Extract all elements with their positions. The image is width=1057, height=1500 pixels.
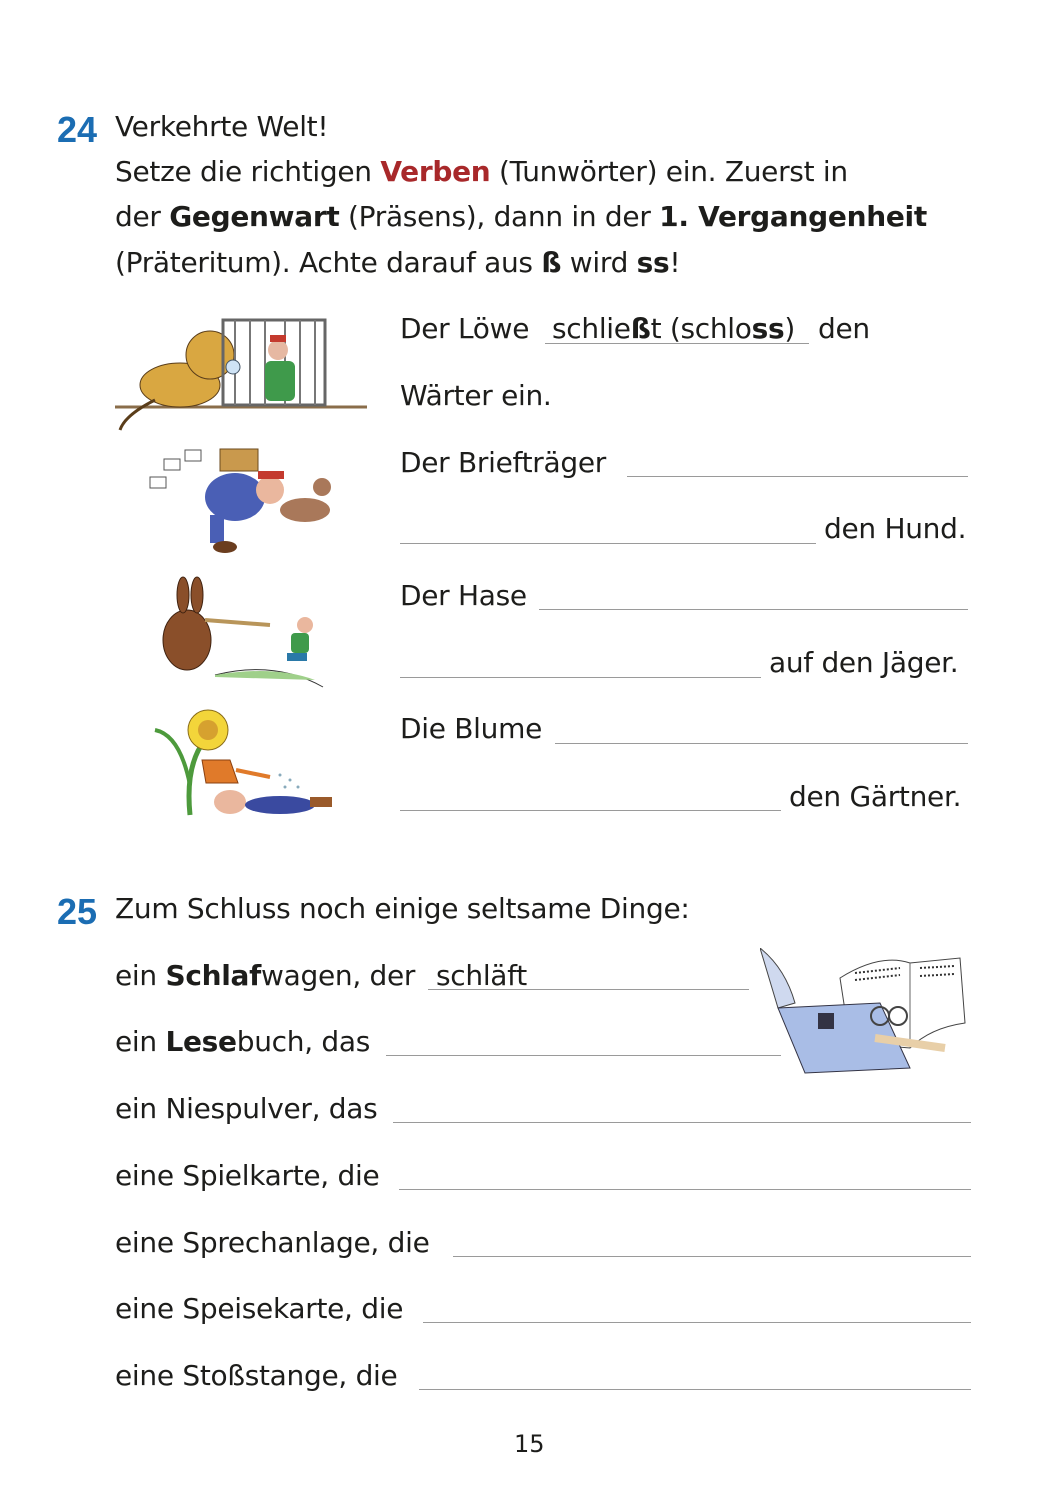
text: ! <box>669 246 681 279</box>
bold-vergangenheit: 1. Vergangenheit <box>659 200 927 233</box>
sentence1-answer <box>552 312 795 346</box>
task24-instruction-line1 <box>115 155 848 189</box>
sentence4-prefix: Die Blume <box>400 712 543 745</box>
answer-line-4b[interactable] <box>400 810 781 811</box>
task-number-24: 24 <box>57 109 98 150</box>
text: ein <box>115 1025 166 1058</box>
text: (Präteritum). Achte darauf aus <box>115 246 542 279</box>
thing4-line[interactable] <box>399 1189 971 1190</box>
bold-eszett: ß <box>630 312 651 345</box>
answer-line-1[interactable] <box>545 343 809 344</box>
highlight-verben: Verben <box>380 155 491 188</box>
answer-line-3a[interactable] <box>539 609 968 610</box>
text: Setze die richtigen <box>115 155 381 188</box>
answer-line-2b[interactable] <box>400 543 816 544</box>
flower-gardener-illustration <box>150 705 340 820</box>
sentence4-suffix: den Gärtner. <box>789 780 962 813</box>
thing3: ein Niespulver, das <box>115 1092 378 1125</box>
sentence2-suffix: den Hund. <box>824 512 967 545</box>
bold-gegenwart: Gegenwart <box>169 200 340 233</box>
sentence2-prefix: Der Briefträger <box>400 446 606 479</box>
thing5-line[interactable] <box>453 1256 971 1257</box>
text: buch, das <box>236 1025 371 1058</box>
answer-line-3b[interactable] <box>400 677 761 678</box>
bold-word: Schlaf <box>165 959 262 992</box>
text: t (schlo <box>650 312 752 345</box>
sentence1-suffix: den <box>818 312 870 345</box>
thing4: eine Spielkarte, die <box>115 1159 380 1192</box>
text: (Tunwörter) ein. Zuerst in <box>490 155 848 188</box>
thing6-line[interactable] <box>423 1322 971 1323</box>
postman-dog-illustration <box>140 445 340 555</box>
thing2 <box>115 1025 370 1059</box>
text: ein <box>115 959 166 992</box>
page-number: 15 <box>514 1430 545 1458</box>
text: ) <box>784 312 795 345</box>
thing7: eine Stoßstange, die <box>115 1359 398 1392</box>
rabbit-hunter-illustration <box>155 575 330 690</box>
text: der <box>115 200 170 233</box>
sentence3-prefix: Der Hase <box>400 579 527 612</box>
thing5: eine Sprechanlage, die <box>115 1226 430 1259</box>
text: schlie <box>552 312 631 345</box>
thing1 <box>115 959 415 993</box>
text: (Präsens), dann in der <box>339 200 660 233</box>
bold-word: Lese <box>165 1025 237 1058</box>
thing1-answer: schläft <box>436 959 527 992</box>
answer-line-2a[interactable] <box>627 476 968 477</box>
text: wagen, der <box>261 959 416 992</box>
task24-instruction-line2 <box>115 200 927 234</box>
book-newspaper-illustration <box>760 948 975 1076</box>
task24-instruction-line3 <box>115 246 680 280</box>
answer-line-4a[interactable] <box>555 743 968 744</box>
thing6: eine Speisekarte, die <box>115 1292 404 1325</box>
thing3-line[interactable] <box>393 1122 971 1123</box>
task-number-25: 25 <box>57 891 98 932</box>
text: wird <box>561 246 637 279</box>
task24-title: Verkehrte Welt! <box>115 110 329 143</box>
sentence3-suffix: auf den Jäger. <box>769 646 959 679</box>
bold-ss: ss <box>636 246 670 279</box>
thing1-line[interactable] <box>428 989 749 990</box>
bold-ss: ss <box>751 312 785 345</box>
thing7-line[interactable] <box>419 1389 971 1390</box>
bold-eszett: ß <box>541 246 562 279</box>
sentence1-line2: Wärter ein. <box>400 379 552 412</box>
lion-cage-illustration <box>115 315 370 435</box>
thing2-line[interactable] <box>386 1055 781 1056</box>
task25-title: Zum Schluss noch einige seltsame Dinge: <box>115 892 690 925</box>
sentence1-prefix: Der Löwe <box>400 312 530 345</box>
